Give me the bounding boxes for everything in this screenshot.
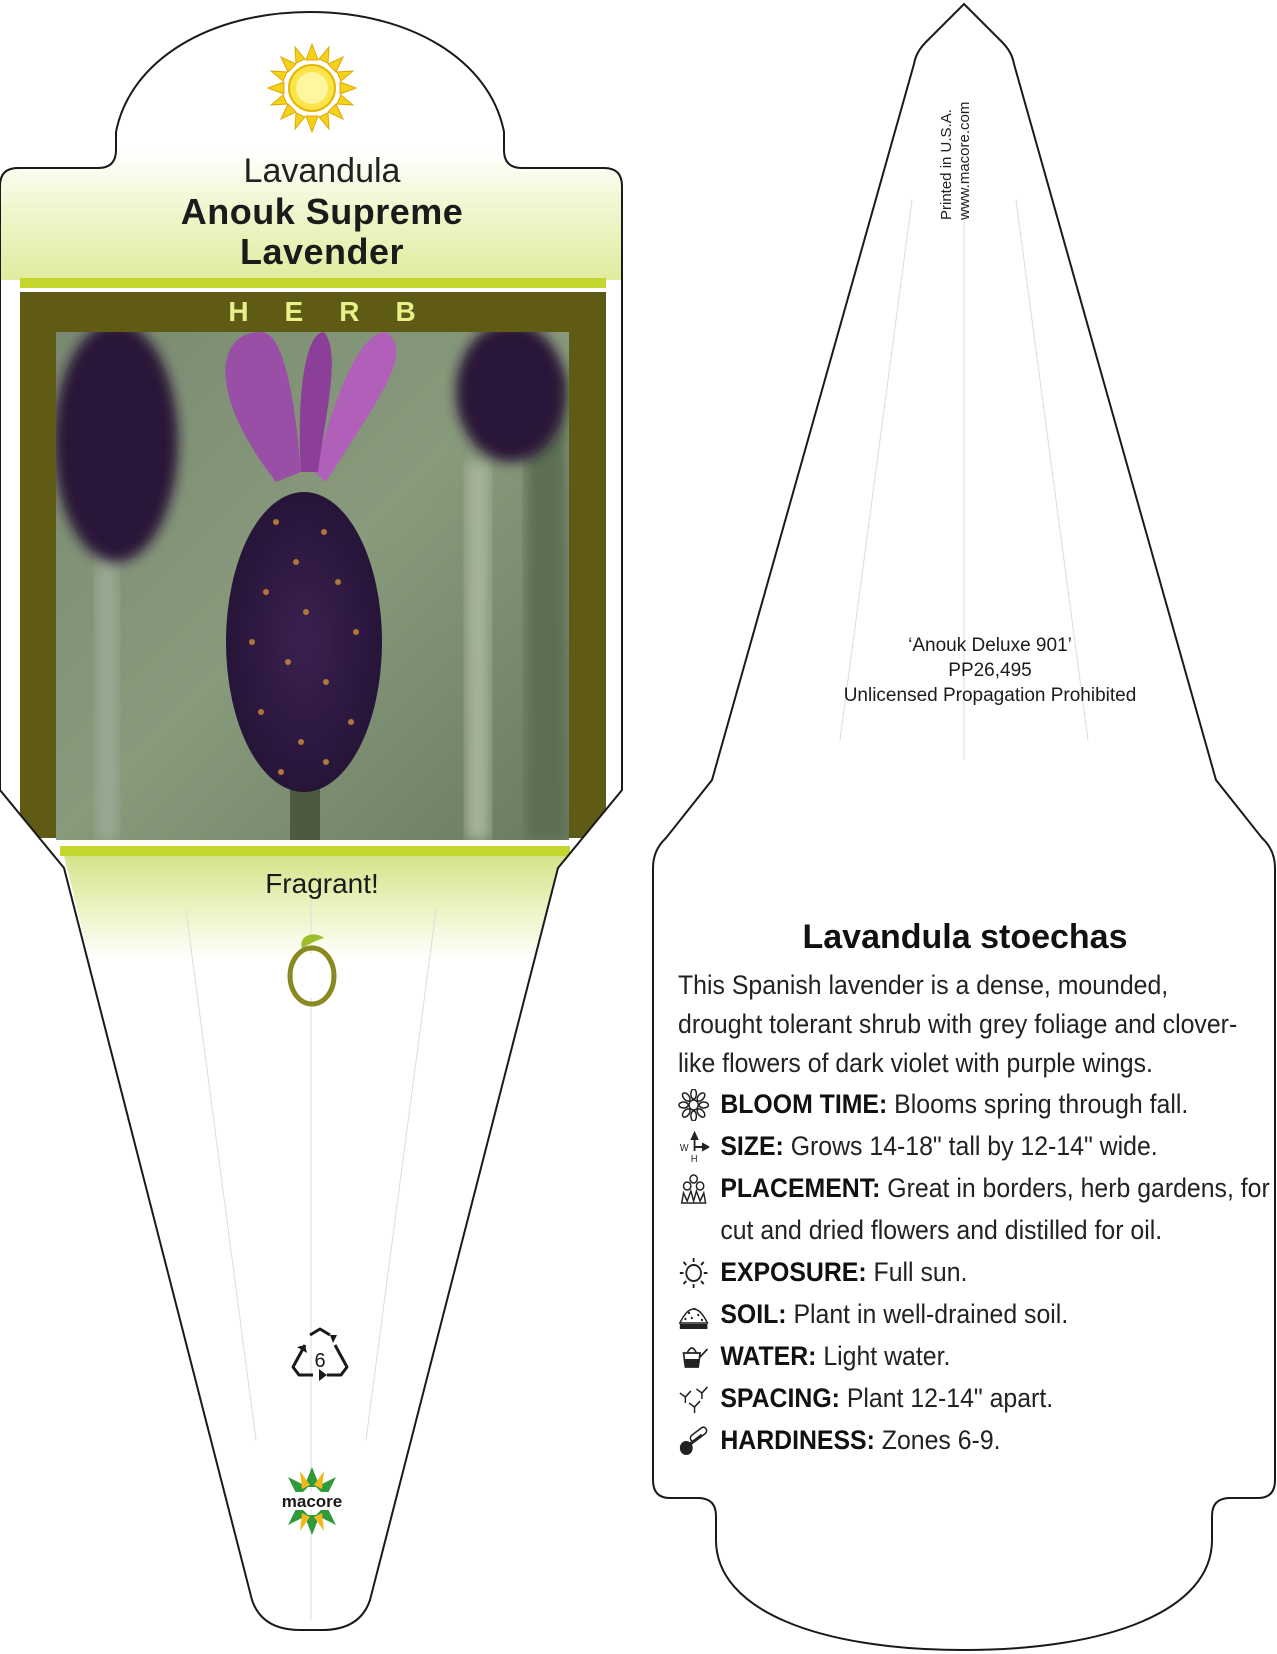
care-size xyxy=(678,1125,1277,1167)
thermometer-icon xyxy=(678,1425,709,1457)
care-bloom-time xyxy=(678,1083,1277,1125)
care-exposure xyxy=(678,1251,1277,1293)
genus-name: Lavandula xyxy=(243,152,401,190)
care-label: BLOOM TIME: xyxy=(720,1089,888,1119)
care-water xyxy=(678,1335,1277,1377)
plant-description: This Spanish lavender is a dense, mounded, drought tolerant shrub with grey foliage and clover-like flowers of dark violet with purple wings. xyxy=(678,970,1238,1078)
svg-text:W: W xyxy=(679,1142,689,1155)
soil-icon xyxy=(678,1299,709,1331)
care-hardiness xyxy=(678,1419,1277,1461)
care-text: Zones 6-9. xyxy=(874,1425,1001,1455)
care-spacing xyxy=(678,1377,1277,1419)
svg-text:H: H xyxy=(690,1153,698,1163)
recycle-code: 6 xyxy=(314,1350,326,1372)
cultivar-line-1: Anouk Supreme xyxy=(180,191,464,232)
care-text: Plant in well-drained soil. xyxy=(786,1299,1069,1329)
care-text: Grows 14-18" tall by 12-14" wide. xyxy=(783,1131,1158,1161)
care-label: SIZE: xyxy=(720,1131,784,1161)
printed-info xyxy=(938,40,974,220)
size-icon xyxy=(678,1131,709,1163)
scientific-name: Lavandula stoechas xyxy=(802,918,1128,956)
plant-photo xyxy=(56,332,569,840)
printed-line-1: Printed in U.S.A. xyxy=(938,109,955,220)
cultivar-name xyxy=(22,192,622,272)
sun-icon xyxy=(678,1257,709,1289)
variety-name: ‘Anouk Deluxe 901’ xyxy=(908,635,1072,656)
care-text: Plant 12-14" apart. xyxy=(839,1383,1054,1413)
patent-number: PP26,495 xyxy=(948,660,1032,681)
care-label: PLACEMENT: xyxy=(720,1173,881,1203)
website: www.macore.com xyxy=(956,101,973,220)
care-text: Full sun. xyxy=(866,1257,968,1287)
care-text: Blooms spring through fall. xyxy=(887,1089,1189,1119)
placement-icon xyxy=(678,1173,709,1205)
care-soil xyxy=(678,1293,1277,1335)
care-label: HARDINESS: xyxy=(720,1425,875,1455)
brand-name: macore xyxy=(281,1492,343,1511)
sun-logo-icon xyxy=(268,44,356,132)
propagation-notice: Unlicensed Propagation Prohibited xyxy=(843,685,1137,706)
spacing-icon xyxy=(678,1383,709,1415)
recycle-icon xyxy=(285,1327,355,1387)
cultivar-line-2: Lavender xyxy=(239,231,405,272)
care-label: SOIL: xyxy=(720,1299,787,1329)
flower-icon xyxy=(678,1089,709,1121)
watering-can-icon xyxy=(678,1341,709,1373)
care-text: Light water. xyxy=(816,1341,951,1371)
tagline: Fragrant! xyxy=(265,868,379,899)
patent-info xyxy=(760,633,1220,708)
care-label: SPACING: xyxy=(720,1383,840,1413)
care-label: EXPOSURE: xyxy=(720,1257,867,1287)
brand-logo xyxy=(262,1465,362,1537)
care-list xyxy=(678,1083,1277,1461)
care-placement xyxy=(678,1167,1277,1251)
category-label: HERB xyxy=(228,296,452,327)
care-text: Great in borders, herb gardens, for cut and dried flowers and distilled for oil. xyxy=(720,1173,1270,1245)
care-label: WATER: xyxy=(720,1341,817,1371)
